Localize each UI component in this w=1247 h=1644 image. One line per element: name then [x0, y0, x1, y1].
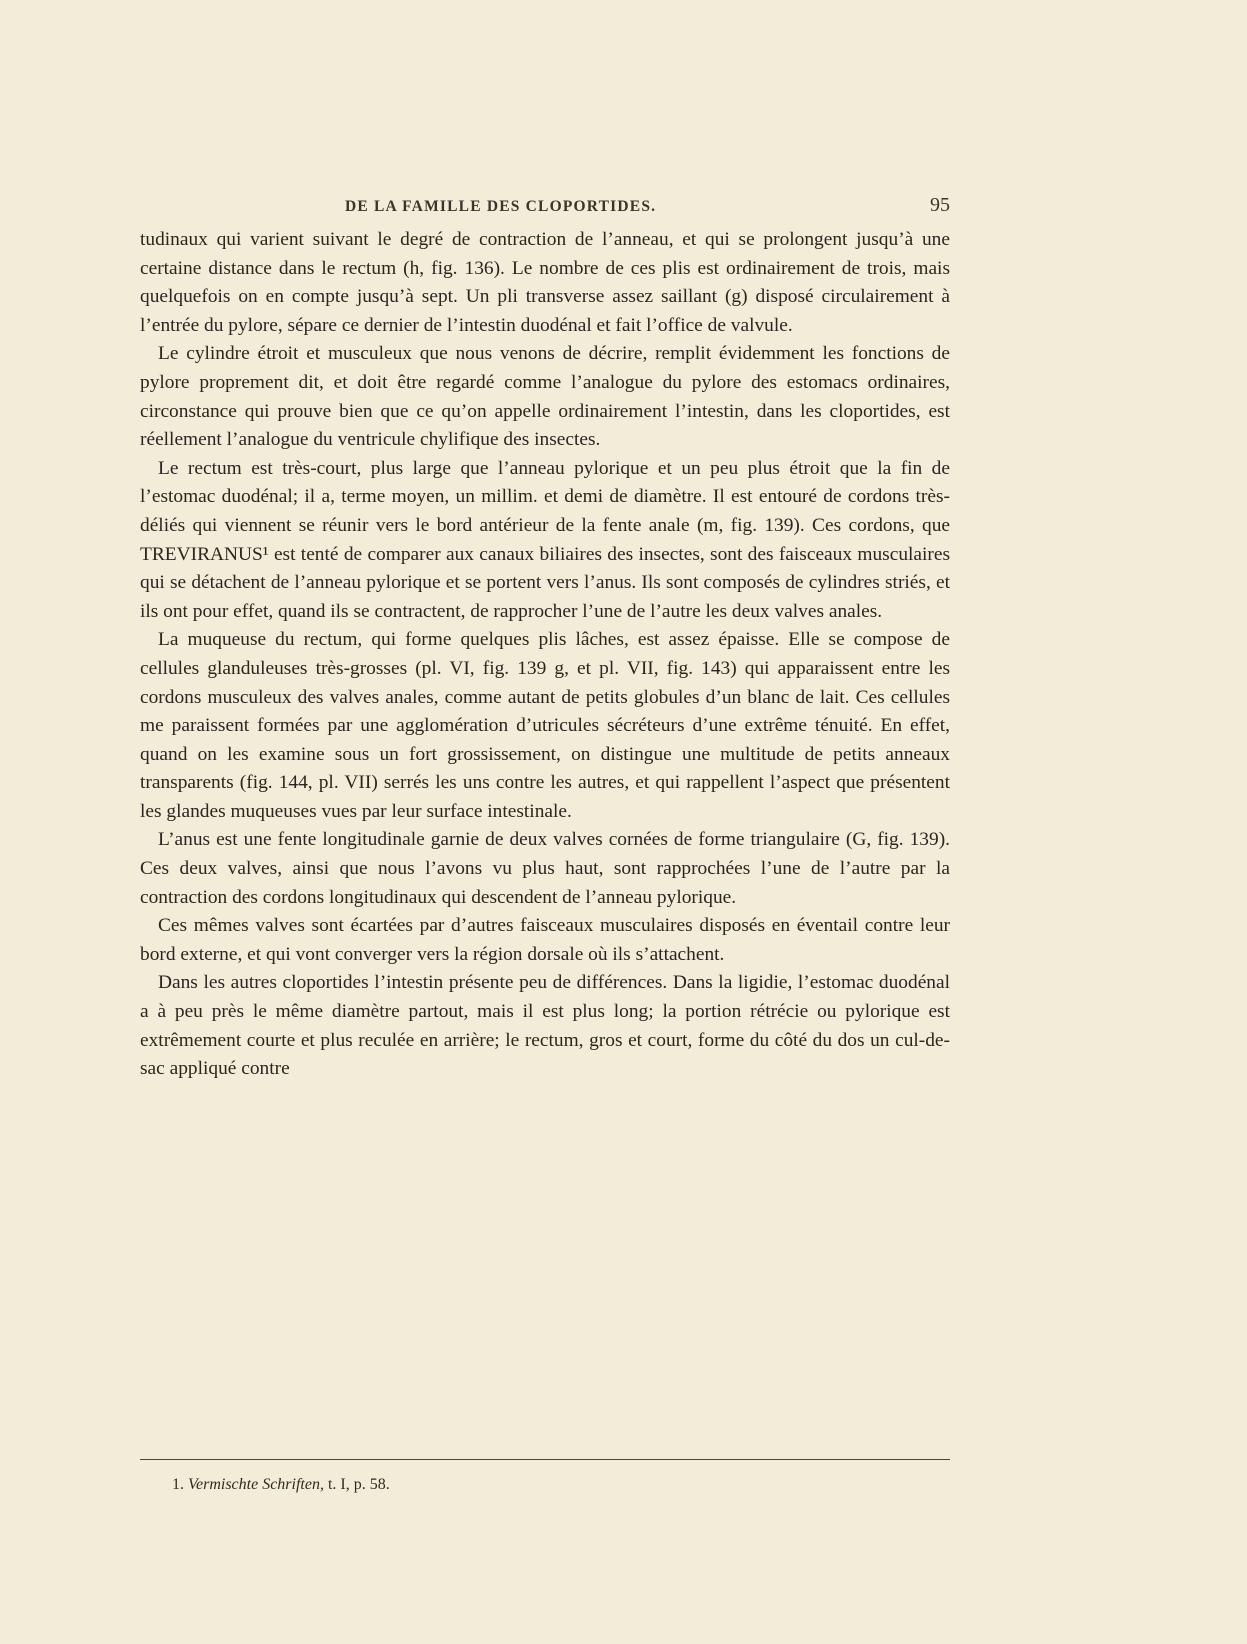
running-head — [140, 194, 950, 224]
paragraph: tudinaux qui varient suivant le degré de contraction de l’anneau, et qui se prolongent jusqu’à une certaine distance dans le rectum (h, fig. 136). Le nombre de ces plis est ordinairement de trois, mais quelquefois on en compte jusqu’à sept. Un pli transverse assez saillant (g) disposé circulairement à l’entrée du pylore, sépare ce dernier de l’intestin duodénal et fait l’office de valvule. — [140, 229, 950, 336]
footnote-rule — [140, 1459, 950, 1460]
paragraph: Le cylindre étroit et musculeux que nous venons de décrire, remplit évidemment les fonctions de pylore proprement dit, et doit être regardé comme l’analogue du pylore des estomacs ordinaires, circonstance qui prouve bien que ce qu’on appelle ordinairement l’intestin, dans les cloportides, est réellement l’analogue du ventricule chylifique des insectes. — [140, 343, 950, 451]
page-number: 95 — [930, 194, 950, 216]
paragraph: La muqueuse du rectum, qui forme quelques plis lâches, est assez épaisse. Elle se compose de cellules glanduleuses très-grosses (pl. VI, fig. 139 g, et pl. VII, fig. 143) qui apparaissent entre les cordons musculeux des valves anales, comme autant de petits globules d’un blanc de lait. Ces cellules me paraissent formées par une agglomération d’utricules sécréteurs d’une extrême ténuité. En effet, quand on les examine sous un fort grossissement, on distingue une multitude de petits anneaux transparents (fig. 144, pl. VII) serrés les uns contre les autres, et qui rappellent l’aspect que présentent les glandes muqueuses vues par leur surface intestinale. — [140, 629, 950, 822]
footnote-number: 1. — [172, 1476, 184, 1493]
paragraph: L’anus est une fente longitudinale garnie de deux valves cornées de forme triangulaire (G, fig. 139). Ces deux valves, ainsi que nous l’avons vu plus haut, sont rapprochées l’une de l’autre par la contraction des cordons longitudinaux qui descendent de l’anneau pylorique. — [140, 829, 950, 908]
paragraph: Dans les autres cloportides l’intestin présente peu de différences. Dans la ligidie, l’estomac duodénal a à peu près le même diamètre partout, mais il est plus long; la portion rétrécie ou pylorique est extrêmement courte et plus reculée en arrière; le rectum, gros et court, forme du côté du dos un cul-de-sac appliqué contre — [140, 972, 950, 1080]
paragraph: Ces mêmes valves sont écartées par d’autres faisceaux musculaires disposés en éventail contre leur bord externe, et qui vont converger vers la région dorsale où ils s’attachent. — [140, 915, 950, 965]
running-title: DE LA FAMILLE DES CLOPORTIDES. — [345, 198, 657, 215]
footnote — [172, 1476, 390, 1494]
paragraph: Le rectum est très-court, plus large que l’anneau pylorique et un peu plus étroit que la fin de l’estomac duodénal; il a, terme moyen, un millim. et demi de diamètre. Il est entouré de cordons très-déliés qui viennent se réunir vers le bord antérieur de la fente anale (m, fig. 139). Ces cordons, que TREVIRANUS¹ est tenté de comparer aux canaux biliaires des insectes, sont des faisceaux musculaires qui se détachent de l’anneau pylorique et se portent vers l’anus. Ils sont composés de cylindres striés, et ils ont pour effet, quand ils se contractent, de rapprocher l’une de l’autre les deux valves anales. — [140, 457, 950, 622]
footnote-reference: , t. I, p. 58. — [319, 1476, 390, 1493]
footnote-title: Vermischte Schriften — [188, 1476, 320, 1493]
body-text — [140, 226, 950, 1084]
